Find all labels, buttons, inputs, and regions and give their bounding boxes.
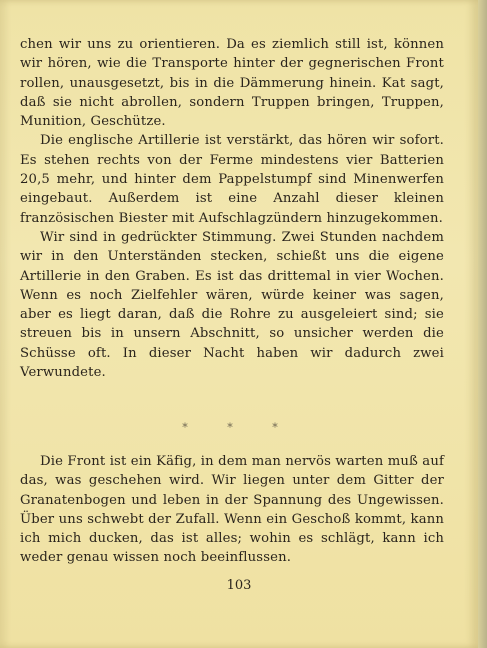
paragraph: Die Front ist ein Käfig, in dem man nervös warten muß auf das, was geschehen wird. Wir liegen unter dem Gitter der Granatenbogen und leben in der Spannung des Ungewissen. Über uns schwebt der Zufall. Wenn ein Geschoß kommt, kann ich mich ducken, das ist alles; wohin es schlägt, kann ich weder genau wissen noch beeinflussen. <box>20 454 444 566</box>
section-separator: * * * <box>182 421 296 434</box>
paragraph: Die englische Artillerie ist verstärkt, das hören wir sofort. Es stehen rechts von der Ferme mindestens vier Batterien 20,5 mehr, und hinter dem Pappelstumpf sind Minenwerfen eingebaut. Außerdem ist eine Anzahl dieser kleinen französischen Biester mit Aufschlagzündern hinzugekommen. <box>20 133 444 226</box>
text-block-top <box>20 35 444 382</box>
text-block-bottom <box>20 452 444 568</box>
page-number: 103 <box>226 578 252 593</box>
paragraph-continued: chen wir uns zu orientieren. Da es ziemlich still ist, können wir hören, wie die Transporte hinter der gegnerischen Front rollen, unausgesetzt, bis in die Dämmerung hinein. Kat sagt, daß sie nicht abrollen, sondern Truppen bringen, Truppen, Munition, Geschütze. <box>20 37 444 130</box>
paragraph: Wir sind in gedrückter Stimmung. Zwei Stunden nachdem wir in den Unterständen stecken, schießt uns die eigene Artillerie in den Graben. Es ist das drittemal in vier Wochen. Wenn es noch Zielfehler wären, würde keiner was sagen, aber es liegt daran, daß die Rohre zu ausgeleiert sind; sie streuen bis in unsern Abschnitt, so unsicher werden die Schüsse oft. In dieser Nacht haben wir dadurch zwei Verwundete. <box>20 229 444 381</box>
page-edge <box>478 0 487 648</box>
